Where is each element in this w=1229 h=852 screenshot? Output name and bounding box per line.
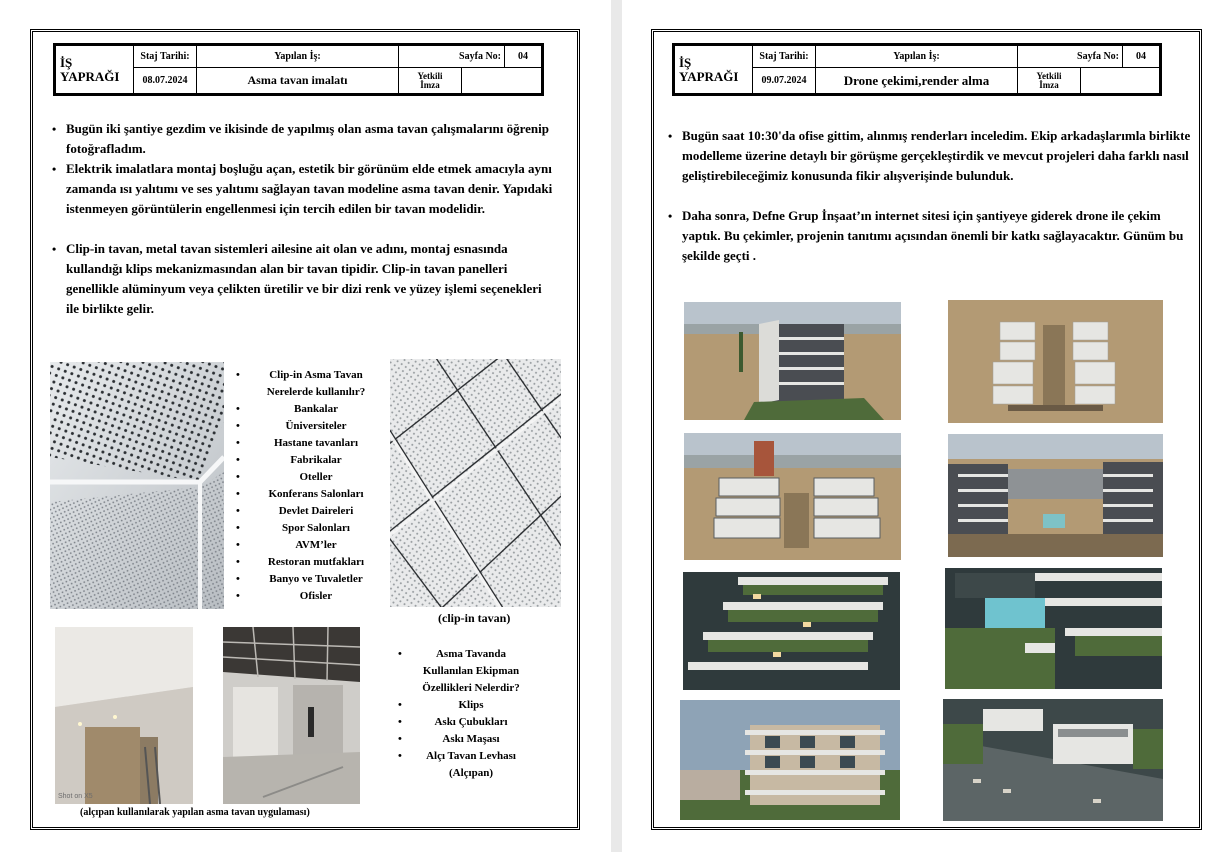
page-label: Sayfa No: xyxy=(399,46,505,68)
date-label: Staj Tarihi: xyxy=(753,46,816,68)
list-item: • Asma Tavanda Kullanılan Ekipman Özellikleri Nelerdir? xyxy=(398,646,530,697)
authorized-signature: Yetkili İmza xyxy=(1018,68,1081,94)
header-title: İŞ YAPRAĞI xyxy=(56,46,134,94)
list-item: • Alçı Tavan Levhası (Alçıpan) xyxy=(398,748,530,782)
list-item: • Klips xyxy=(398,697,530,714)
page-2 xyxy=(622,0,1229,852)
paragraph: • Daha sonra, Defne Grup İnşaat’ın internet sitesi için şantiyeye giderek drone ile çekim yaptık. Bu çekimler, projenin tanıtımı açısından önemli bir katkı sağlayacaktır. Günüm bu şekilde geçti . xyxy=(666,206,1194,266)
render-photo-3 xyxy=(680,700,900,820)
render-photo-1 xyxy=(683,572,900,690)
page-label: Sayfa No: xyxy=(1018,46,1123,68)
list-item: • AVM’ler xyxy=(236,537,382,554)
paragraph: • Clip-in tavan, metal tavan sistemleri ailesine ait olan ve adını, montaj esnasında kullandığı klips mekanizmasından alan bir tavan tipidir. Clip-in tavan panelleri genellikle alüminyum veya çelikten üretilir ve bir dizi renk ve yüzey işlemi seçenekleri ile birlikte gelir. xyxy=(50,239,555,319)
list-item: • Spor Salonları xyxy=(236,520,382,537)
photo-watermark: Shot on X5 xyxy=(58,793,93,800)
render-photo-4 xyxy=(943,699,1163,821)
date-value: 08.07.2024 xyxy=(134,68,197,94)
page-number: 04 xyxy=(505,46,542,68)
perforated-ceiling-photo xyxy=(50,362,224,609)
list-item: • Hastane tavanları xyxy=(236,435,382,452)
clip-in-caption: (clip-in tavan) xyxy=(438,611,511,625)
list-item: • Oteller xyxy=(236,469,382,486)
drone-photo-1 xyxy=(684,302,901,420)
paragraph: • Bugün iki şantiye gezdim ve ikisinde de yapılmış olan asma tavan çalışmalarını öğrenip fotoğrafladım. xyxy=(50,119,555,159)
render-photo-2 xyxy=(945,568,1162,689)
header-table xyxy=(53,43,544,96)
usage-list xyxy=(236,367,382,605)
list-item: • Fabrikalar xyxy=(236,452,382,469)
work-label: Yapılan İş: xyxy=(197,46,399,68)
date-value: 09.07.2024 xyxy=(753,68,816,94)
drone-photo-4 xyxy=(948,434,1163,557)
body-text xyxy=(666,126,1194,266)
list-item: • Clip-in Asma Tavan Nerelerde kullanılır? xyxy=(236,367,382,401)
drone-photo-3 xyxy=(684,433,901,560)
work-label: Yapılan İş: xyxy=(816,46,1018,68)
list-item: • Restoran mutfakları xyxy=(236,554,382,571)
list-item: • Konferans Salonları xyxy=(236,486,382,503)
list-item: • Üniversiteler xyxy=(236,418,382,435)
page-1 xyxy=(0,0,611,852)
page-number: 04 xyxy=(1123,46,1160,68)
authorized-signature: Yetkili İmza xyxy=(399,68,462,94)
date-label: Staj Tarihi: xyxy=(134,46,197,68)
list-item: • Ofisler xyxy=(236,588,382,605)
header-table xyxy=(672,43,1162,96)
list-item: • Banyo ve Tuvaletler xyxy=(236,571,382,588)
ceiling-installation-photo-1 xyxy=(55,627,193,804)
header-title: İŞ YAPRAĞI xyxy=(675,46,753,94)
body-text xyxy=(50,119,555,319)
signature-cell xyxy=(1081,68,1160,94)
clip-in-ceiling-image xyxy=(390,359,561,607)
paragraph: • Elektrik imalatlara montaj boşluğu açan, estetik bir görünüm elde etmek amacıyla aynı zamanda ısı yalıtımı ve ses yalıtımı sağlayan tavan modeline asma tavan denir. Yapıdaki istenmeyen görüntülerin engellenmesi için tercih edilen bir tavan modelidir. xyxy=(50,159,555,219)
drone-photo-2 xyxy=(948,300,1163,423)
equipment-list xyxy=(398,646,530,782)
work-value: Drone çekimi,render alma xyxy=(816,68,1018,94)
work-value: Asma tavan imalatı xyxy=(197,68,399,94)
paragraph: • Bugün saat 10:30'da ofise gittim, alınmış renderları inceledim. Ekip arkadaşlarımla birlikte modelleme üzerine detaylı bir görüşme gerçekleştirdik ve mevcut projeleri daha farklı nasıl geliştirebileceğimiz konusunda fikir alışverişinde bulunduk. xyxy=(666,126,1194,186)
signature-cell xyxy=(462,68,542,94)
list-item: • Askı Maşası xyxy=(398,731,530,748)
list-item: • Askı Çubukları xyxy=(398,714,530,731)
list-item: • Devlet Daireleri xyxy=(236,503,382,520)
list-item: • Bankalar xyxy=(236,401,382,418)
photo-caption: (alçıpan kullanılarak yapılan asma tavan uygulaması) xyxy=(80,807,310,818)
ceiling-installation-photo-2 xyxy=(223,627,360,804)
